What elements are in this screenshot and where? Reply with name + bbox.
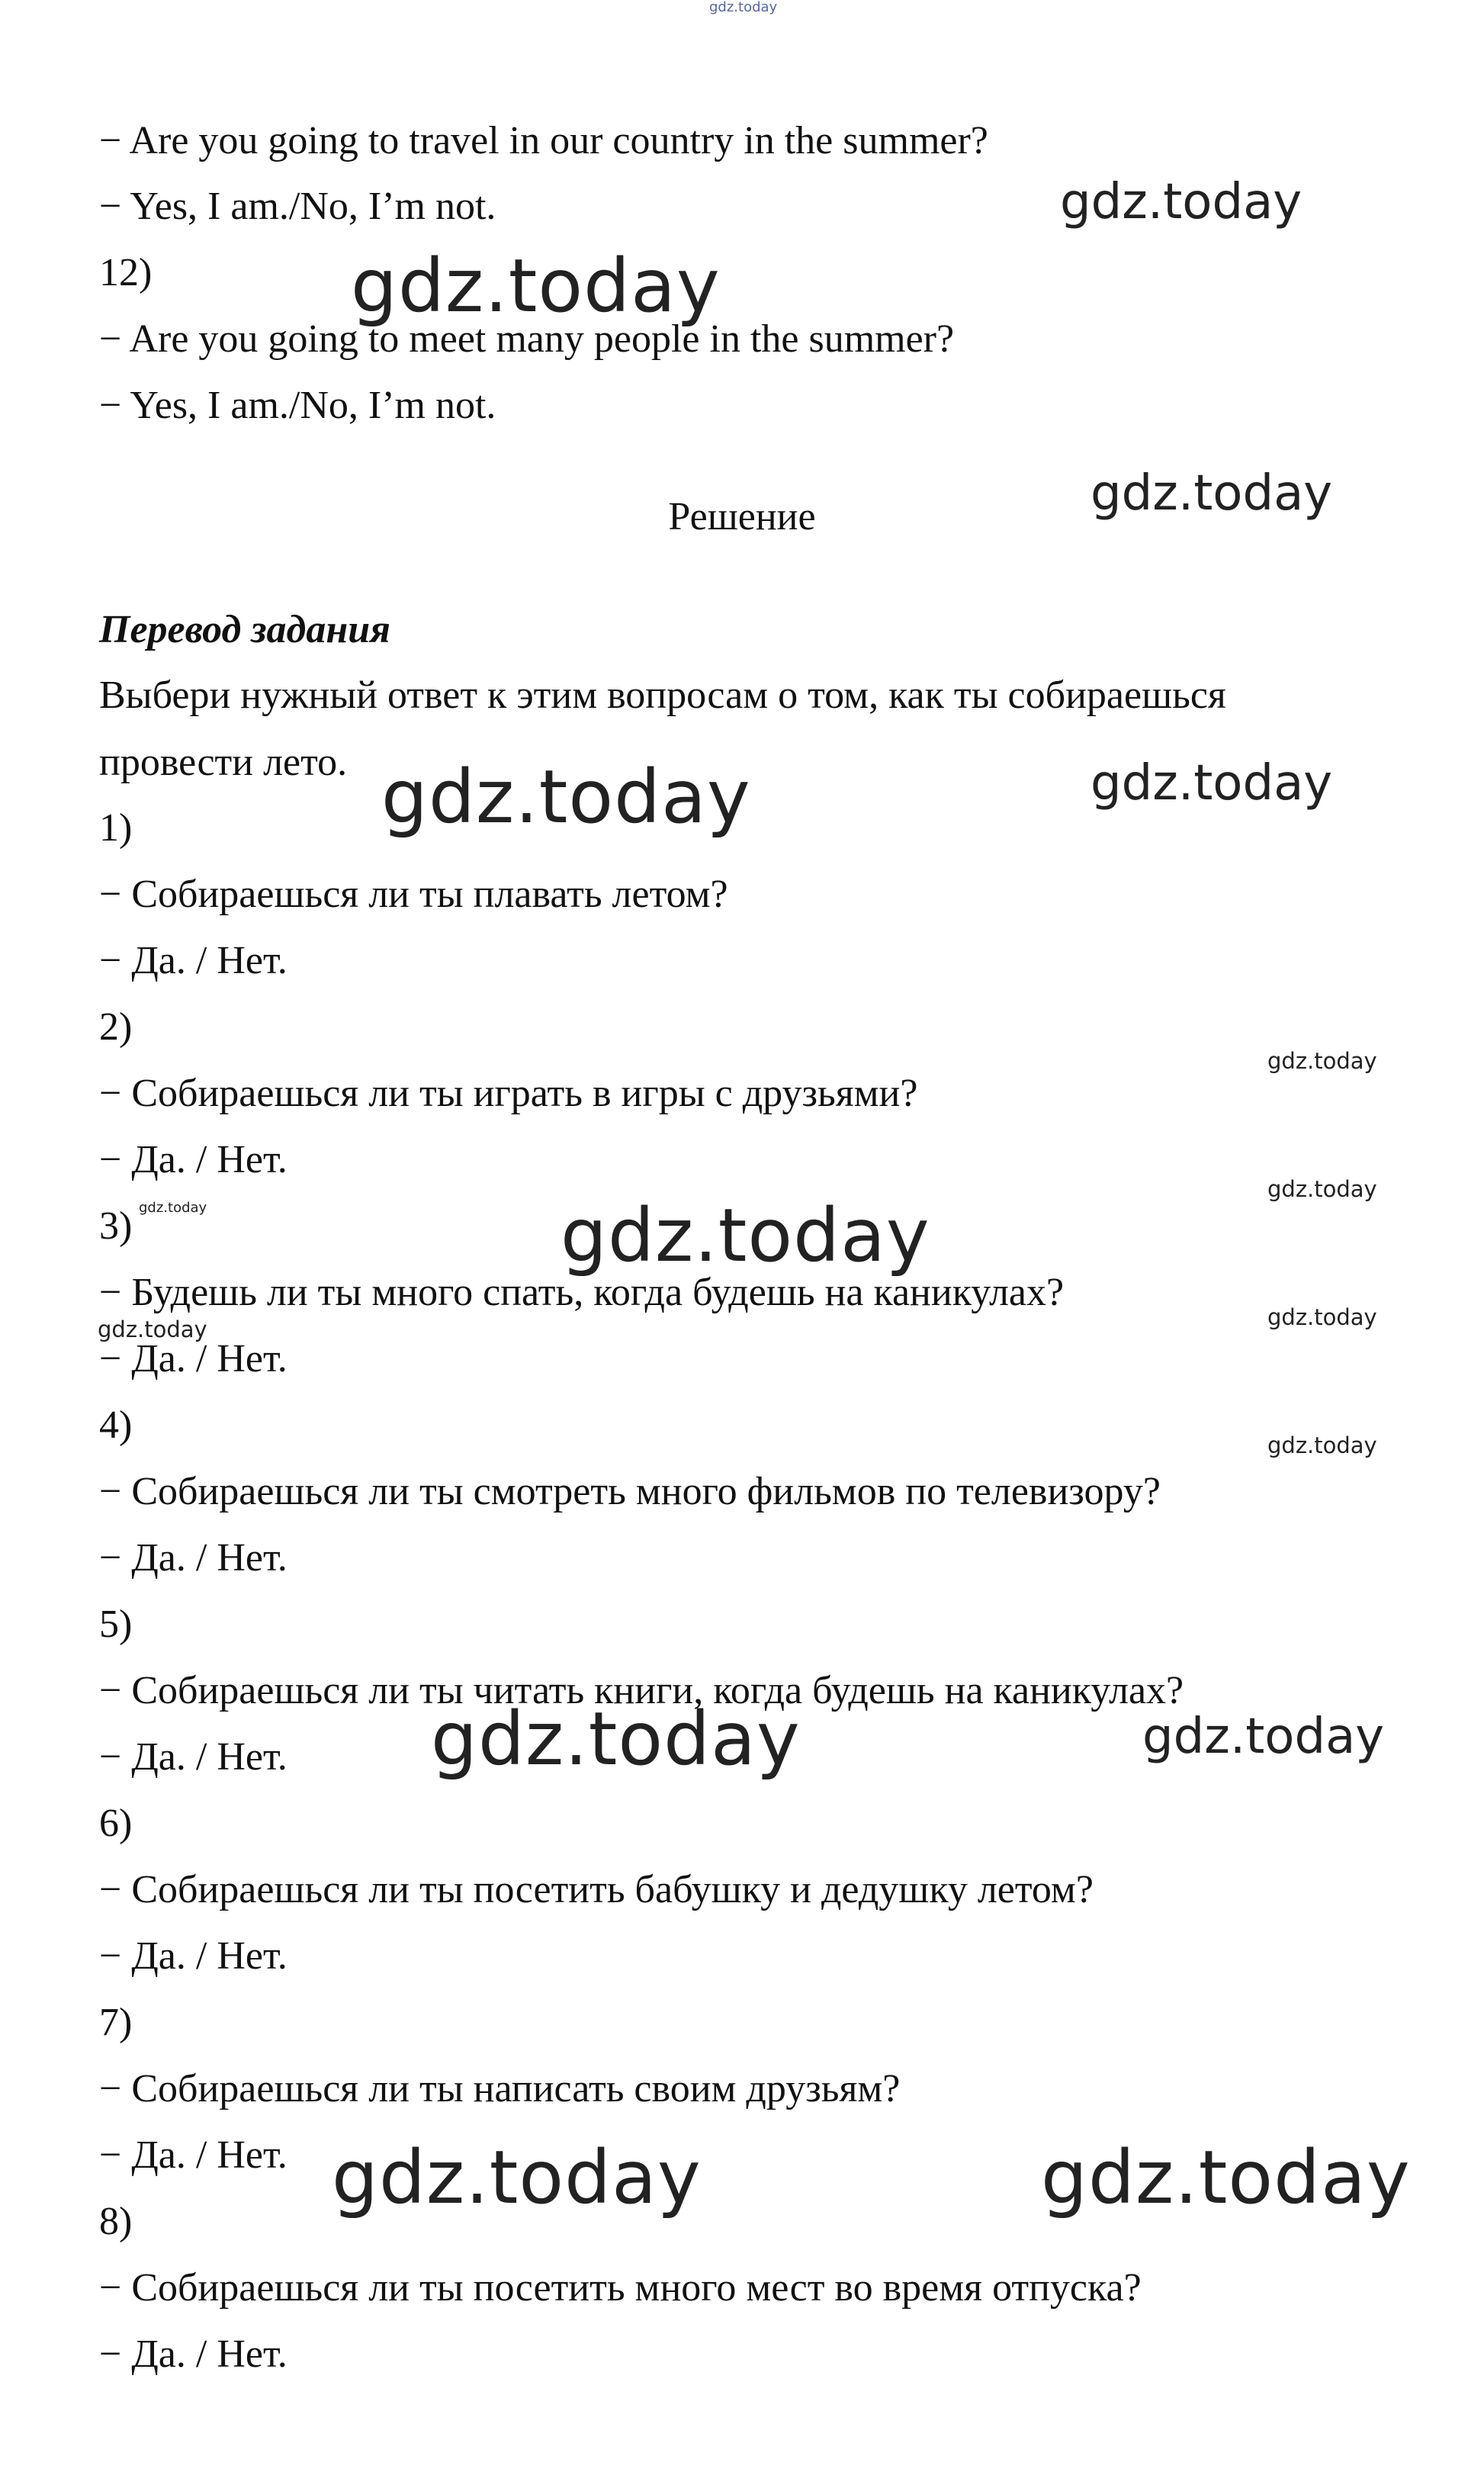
item-number: 1): [99, 806, 133, 850]
watermark: gdz.today: [1091, 465, 1333, 522]
item-number: 7): [99, 2001, 133, 2044]
watermark: gdz.today: [1267, 1176, 1377, 1202]
translation-heading: Перевод задания: [99, 608, 390, 651]
watermark: gdz.today: [1091, 755, 1333, 812]
item-question: − Собираешься ли ты читать книги, когда будешь на каникулах?: [99, 1669, 1184, 1712]
item-question: − Собираешься ли ты смотреть много фильмов по телевизору?: [99, 1470, 1161, 1513]
item-answer: − Да. / Нет.: [99, 2133, 287, 2177]
item-question: − Собираешься ли ты посетить много мест во время отпуска?: [99, 2266, 1142, 2310]
watermark: gdz.today: [1060, 174, 1303, 230]
question-11: − Are you going to travel in our country in the summer?: [99, 119, 988, 162]
item-number: 2): [99, 1005, 133, 1049]
watermark: gdz.today: [351, 243, 721, 329]
watermark: gdz.today: [431, 1696, 801, 1782]
item-question: − Собираешься ли ты плавать летом?: [99, 873, 728, 916]
item-question: − Будешь ли ты много спать, когда будешь на каникулах?: [99, 1271, 1065, 1314]
item-number: 6): [99, 1802, 133, 1845]
item-answer: − Да. / Нет.: [99, 1337, 287, 1381]
item-answer: − Да. / Нет.: [99, 1735, 287, 1779]
watermark: gdz.today: [381, 754, 751, 840]
watermark: gdz.today: [561, 1193, 930, 1278]
item-number: 8): [99, 2200, 133, 2243]
answer-11: − Yes, I am./No, I’m not.: [99, 185, 496, 228]
solution-label: Решение: [668, 495, 816, 538]
question-12: − Are you going to meet many people in the summer?: [99, 317, 955, 361]
item-question: − Собираешься ли ты посетить бабушку и дедушку летом?: [99, 1868, 1094, 1911]
watermark: gdz.today: [1267, 1048, 1377, 1074]
watermark: gdz.today: [139, 1200, 207, 1216]
item-answer: − Да. / Нет.: [99, 1934, 287, 1978]
watermark: gdz.today: [1041, 2135, 1411, 2220]
watermark: gdz.today: [1142, 1709, 1385, 1765]
item-answer: − Да. / Нет.: [99, 2332, 287, 2376]
item-number: 3): [99, 1204, 133, 1248]
translation-intro-line2: провести лето.: [99, 741, 348, 784]
item-answer: − Да. / Нет.: [99, 1138, 287, 1181]
item-number-12: 12): [99, 251, 153, 294]
watermark: gdz.today: [98, 1316, 207, 1342]
item-answer: − Да. / Нет.: [99, 939, 287, 982]
item-question: − Собираешься ли ты играть в игры с друзьями?: [99, 1072, 918, 1115]
watermark: gdz.today: [709, 0, 778, 15]
watermark: gdz.today: [1267, 1432, 1377, 1458]
item-answer: − Да. / Нет.: [99, 1536, 287, 1580]
item-number: 4): [99, 1403, 133, 1447]
translation-intro-line1: Выбери нужный ответ к этим вопросам о том, как ты собираешься: [99, 673, 1226, 717]
item-number: 5): [99, 1603, 133, 1646]
watermark: gdz.today: [1267, 1304, 1377, 1330]
item-question: − Собираешься ли ты написать своим друзьям?: [99, 2067, 901, 2110]
answer-12: − Yes, I am./No, I’m not.: [99, 384, 496, 427]
watermark: gdz.today: [332, 2135, 702, 2220]
